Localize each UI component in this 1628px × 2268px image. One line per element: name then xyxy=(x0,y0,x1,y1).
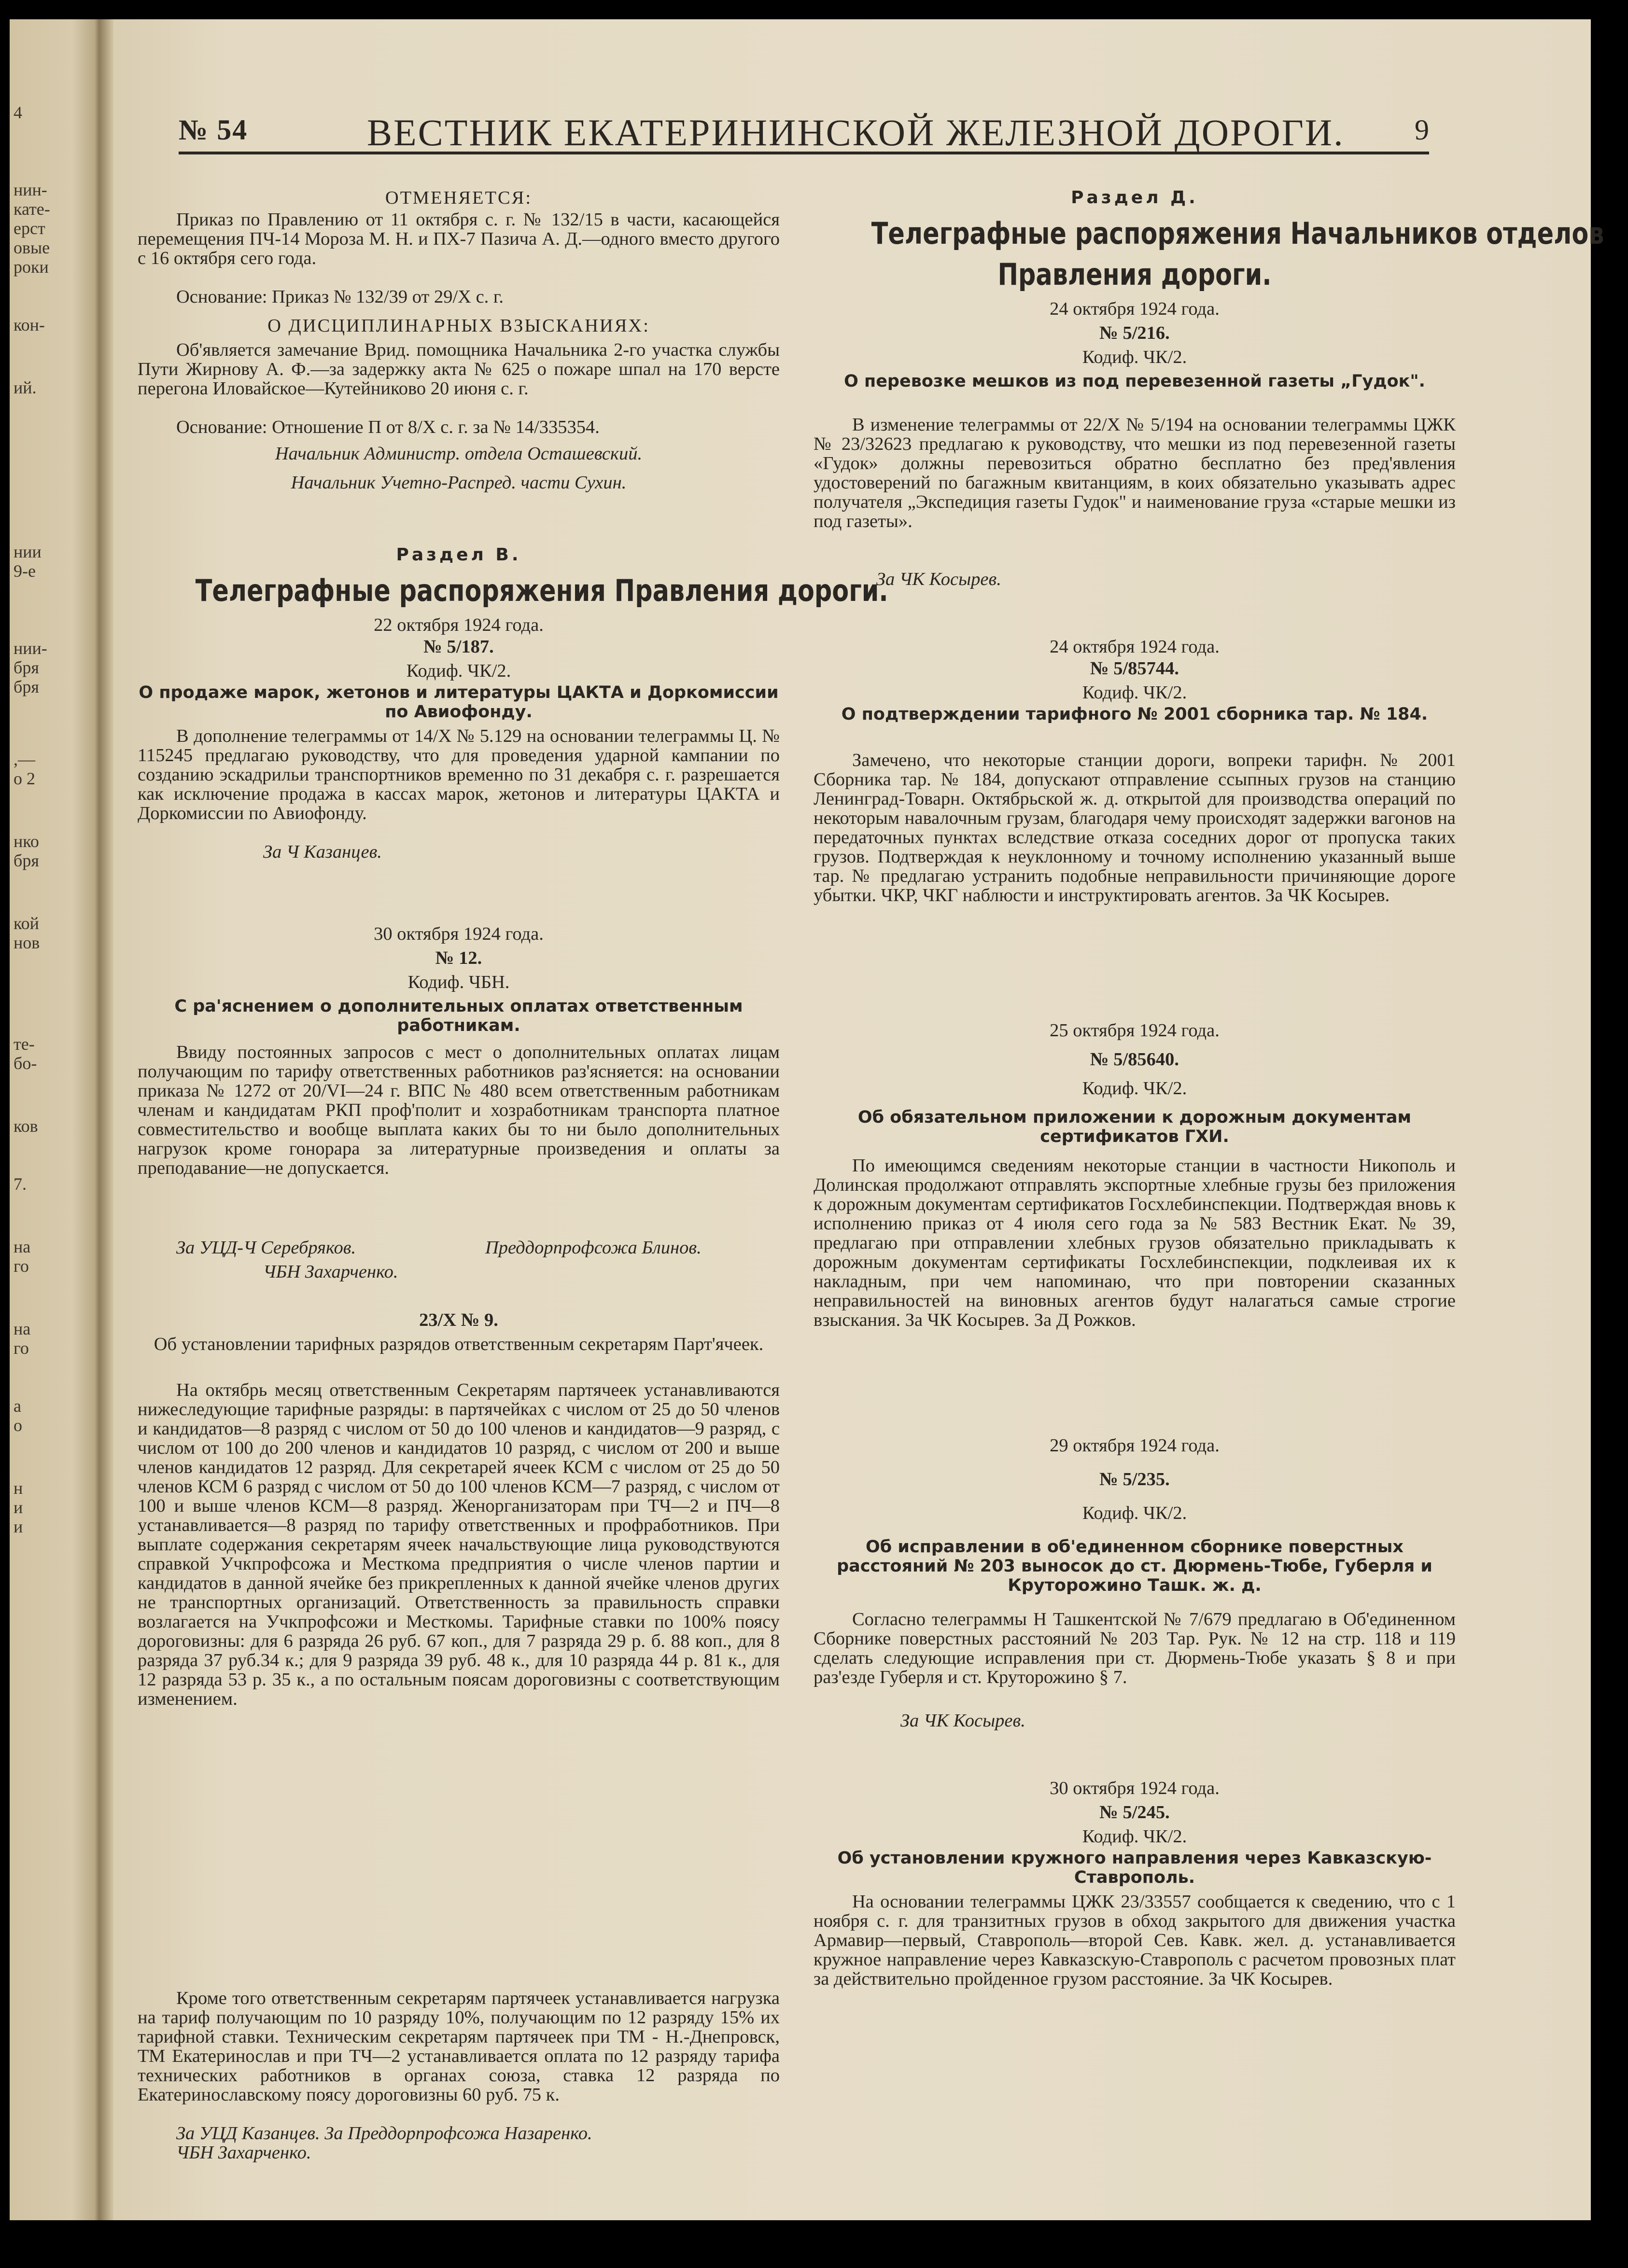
prev-page-fragment: бря xyxy=(14,658,39,677)
prev-page-fragment: 4 xyxy=(14,103,22,122)
prev-page-fragment: го xyxy=(14,1338,29,1358)
order-1-number: № 5/216. xyxy=(1099,323,1170,343)
page-header xyxy=(179,111,1429,154)
order-2-code: Кодиф. ЧК/2. xyxy=(1082,682,1187,703)
prev-page-fragment: овые xyxy=(14,238,50,257)
telegram-2-signature-3: ЧБН Захарченко. xyxy=(263,1262,398,1282)
prev-page-fragment: кой xyxy=(14,914,39,933)
order-1-date: 24 октября 1924 года. xyxy=(1050,299,1220,319)
prev-page-fragment: го xyxy=(14,1256,29,1276)
signature-accounting: Начальник Учетно-Распред. части Сухин. xyxy=(291,473,627,493)
order-2-heading: О подтверждении тарифного № 2001 сборника тар. № 184. xyxy=(841,705,1428,724)
prev-page-fragment: н xyxy=(14,1478,23,1498)
prev-page-fragment: нии xyxy=(14,542,42,561)
issue-number: № 54 xyxy=(179,114,248,146)
prev-page-fragment: ерст xyxy=(14,219,45,238)
telegram-3-text-2: Кроме того ответственным секретарям партячеек устанавливается нагрузка на тариф получающим по 10 разряду 10%, получающим по 12 разряду 15% их тарифной ставки. Техническим секретарям партячеек при ТМ - Н.-Днепровск, ТМ Екатеринослав и при ТЧ—2 устанавливается оплата по 12 разряду тарифа технических работников в органах союза, ставка 12 разряда по Екатеринославскому поясу дороговизны 60 руб. 75 к. xyxy=(138,1988,780,2105)
order-4-text: Согласно телеграммы Н Ташкентской № 7/679 предлагаю в Об'единенном Сборнике поверстных расстояний № 203 Тар. Рук. № 12 на стр. 118 и 119 сделать следующие исправления при ст. Дюрмень-Тюбе указать § 8 и при раз'езде Губерля и ст. Круторожино § 7. xyxy=(814,1609,1456,1687)
telegram-2-text: Ввиду постоянных запросов с мест о дополнительных оплатах лицам получающим по тарифу ответственных работников раз'ясняется: на основании приказа № 1272 от 20/VI—24 г. ВПС № 480 всем ответственным работникам членам и кандидатам РКП проф'полит и хозработникам транспорта платное совместительство и вообще выплата каких бы то ни было дополнительных нагрузок кроме гонорара за литературные произведения и оплаты за преподавание—не допускается. xyxy=(138,1042,780,1178)
prev-page-fragment: роки xyxy=(14,257,49,277)
signature-admin: Начальник Администр. отдела Осташевский. xyxy=(275,444,643,464)
telegram-2-code: Кодиф. ЧБН. xyxy=(407,972,510,992)
order-4-date: 29 октября 1924 года. xyxy=(1050,1435,1220,1456)
telegram-3-signature-2: ЧБН Захарченко. xyxy=(176,2143,311,2163)
telegram-1-signature: За Ч Казанцев. xyxy=(263,842,382,862)
prev-page-fragment: 7. xyxy=(14,1174,27,1194)
order-5-number: № 5/245. xyxy=(1099,1802,1170,1823)
prev-page-fragment: о 2 xyxy=(14,769,35,788)
order-1-signature: За ЧК Косырев. xyxy=(876,569,1001,589)
prev-page-fragment: нии- xyxy=(14,639,47,658)
telegram-3-heading: Об установлении тарифных разрядов ответственным секретарям Парт'ячеек. xyxy=(154,1334,764,1354)
order-3-code: Кодиф. ЧК/2. xyxy=(1082,1078,1187,1099)
prev-page-fragment: кате- xyxy=(14,199,50,219)
section-b-title: Телеграфные распоряжения Правления дороги. xyxy=(195,573,888,608)
section-d-label: Раздел Д. xyxy=(1071,188,1198,208)
page-number: 9 xyxy=(1415,114,1429,146)
telegram-3-text-1: На октябрь месяц ответственным Секретарям партячеек устанавливаются нижеследующие тарифные разряды: в партячейках с числом от 25 до 50 членов и кандидатов—8 разряд с числом от 50 до 100 членов и кандидатов—9 разряд, с числом от 100 до 200 членов и кандидатов 10 разряд, с числом от 200 и выше членов кандидатов 12 разряд. Для секретарей ячеек КСМ с числом от 25 до 50 членов КСМ 6 разряд с числом от 50 до 100 членов КСМ—7 разряд, с числом от 100 и выше членов КСМ—8 разряд. Женорганизаторам при ТЧ—2 и ПЧ—8 устанавливается—8 разряд по тарифу ответственных и профработников. При выплате содержания секретарям ячеек начальствующие лица руководствуются справкой Учкпрофсожа и Месткома предприятия о числе членов партии и кандидатов в данной ячейке без прикрепленных к данной ячейке членов других не транспортных организаций. Ответственность за правильность справки возлагается на Учкпрофсожи и Месткомы. Тарифные ставки по 100% поясу дороговизны: для 6 разряда 26 руб. 67 коп., для 7 разряда 29 р. б. 88 коп., для 8 разряда 37 руб.34 к.; для 9 разряда 39 руб. 48 к., для 10 разряда 44 р. 81 к., для 12 разряда 53 р. 35 к., а по остальным поясам дороговизны с соответствующим изменением. xyxy=(138,1380,780,1709)
order-1-code: Кодиф. ЧК/2. xyxy=(1082,347,1187,367)
order-4-heading: Об исправлении в об'единенном сборнике поверстных расстояний № 203 выносок до ст. Дюрмень-Тюбе, Губерля и Круторожино Ташк. ж. д. xyxy=(837,1537,1432,1595)
order-5-date: 30 октября 1924 года. xyxy=(1050,1778,1220,1798)
prev-page-fragment: а xyxy=(14,1396,21,1416)
prev-page-fragment: на xyxy=(14,1319,31,1338)
prev-page-fragment: бря xyxy=(14,851,39,870)
prev-page-fragment: нов xyxy=(14,933,40,952)
previous-page-strip xyxy=(10,19,99,2220)
prev-page-fragment: 9-е xyxy=(14,561,36,581)
telegram-3-number: 23/X № 9. xyxy=(419,1310,498,1330)
discipline-title: О ДИСЦИПЛИНАРНЫХ ВЗЫСКАНИЯХ: xyxy=(267,316,650,336)
order-4-number: № 5/235. xyxy=(1099,1469,1170,1489)
prev-page-fragment: нко xyxy=(14,832,39,851)
section-d-title-line-2: Правления дороги. xyxy=(997,257,1272,292)
order-2-number: № 5/85744. xyxy=(1090,658,1179,679)
order-5-code: Кодиф. ЧК/2. xyxy=(1082,1826,1187,1847)
order-3-heading: Об обязательном приложении к дорожным документам сертификатов ГХИ. xyxy=(857,1108,1412,1146)
prev-page-fragment: ий. xyxy=(14,378,37,397)
telegram-1-number: № 5/187. xyxy=(423,637,494,657)
prev-page-fragment: те- xyxy=(14,1034,35,1054)
telegram-2-signature-1: За УЦД-Ч Серебряков. xyxy=(176,1238,356,1258)
telegram-1-date: 22 октября 1924 года. xyxy=(374,615,544,635)
prev-page-fragment: ков xyxy=(14,1116,38,1136)
telegram-2-signature-2: Преддорпрофсожа Блинов. xyxy=(485,1238,702,1258)
prev-page-fragment: и xyxy=(14,1517,23,1536)
telegram-2-number: № 12. xyxy=(435,948,482,968)
order-2-date: 24 октября 1924 года. xyxy=(1050,637,1220,657)
order-1-text: В изменение телеграммы от 22/X № 5/194 на основании телеграммы ЦЖК № 23/32623 предлагаю к руководству, что мешки из под перевезенной газеты «Гудок» должны перевозиться обратно бесплатно без пред'явления удостоверений по багажным квитанциям, в коих обязательно указывать адрес получателя „Экспедиция газеты Гудок" и наименование груза «старые мешки из под газеты». xyxy=(814,415,1456,531)
section-d-title-line-1: Телеграфные распоряжения Начальников отделов xyxy=(871,216,1604,251)
cancel-basis: Основание: Приказ № 132/39 от 29/X с. г. xyxy=(176,287,504,307)
order-3-date: 25 октября 1924 года. xyxy=(1050,1020,1220,1041)
section-b-label: Раздел В. xyxy=(396,545,521,565)
prev-page-fragment: бо- xyxy=(14,1054,37,1073)
telegram-1-code: Кодиф. ЧК/2. xyxy=(406,661,511,681)
telegram-1-text: В дополнение телеграммы от 14/X № 5.129 на основании телеграммы Ц. № 115245 предлагаю руководству, что для проведения ударной кампании по созданию эскадрильи транспортников временно по 31 декабря с. г. разрешается как исключение продажа в кассах марок, жетонов и литературы ЦАКТА и Доркомиссии по Авиофонду. xyxy=(138,726,780,823)
telegram-2-heading: С ра'яснением о дополнительных оплатах ответственным работникам. xyxy=(174,997,743,1035)
newspaper-page xyxy=(10,19,1604,2220)
prev-page-fragment: кон- xyxy=(14,315,45,334)
order-5-text: На основании телеграммы ЦЖК 23/33557 сообщается к сведению, что с 1 ноября с. г. для транзитных грузов в обход закрытого для движения участка Армавир—первый, Ставрополь—второй Сев. Кавк. жел. д. устанавливается кружное направление через Кавказскую-Ставрополь с расчетом провозных плат за действительно пройденное грузом расстояние. За ЧК Косырев. xyxy=(814,1892,1456,1989)
discipline-text: Об'является замечание Врид. помощника Начальника 2-го участка службы Пути Жирнову А. Ф.—за задержку акта № 625 о пожаре шпал на 170 версте перегона Иловайское—Кутейниково 20 июня с. г. xyxy=(138,340,780,399)
telegram-2-date: 30 октября 1924 года. xyxy=(374,924,544,944)
publication-title: ВЕСТНИК ЕКАТЕРИНИНСКОЙ ЖЕЛЕЗНОЙ ДОРОГИ. xyxy=(367,111,1345,153)
order-3-text: По имеющимся сведениям некоторые станции в частности Никополь и Долинская продолжают отправлять экспортные хлебные грузы без приложения к дорожным документам сертификатов Госхлебинспекции. Подтверждая вновь к исполнению приказ от 4 июля сего года за № 583 Вестник Екат. № 39, предлагаю при отправлении хлебных грузов обязательно прикладывать к дорожным документам сертификаты Госхлебинспекции, подклеивая их к накладным, при чем напоминаю, что при повторении сказанных неправильностей на виновных агентов будут налагаться самые строгие взыскания. За ЧК Косырев. За Д Рожков. xyxy=(814,1155,1456,1330)
order-4-signature: За ЧК Косырев. xyxy=(900,1711,1025,1731)
prev-page-fragment: ,— xyxy=(14,750,35,769)
order-4-code: Кодиф. ЧК/2. xyxy=(1082,1503,1187,1523)
telegram-3-signature-1: За УЦД Казанцев. За Преддорпрофсожа Назаренко. xyxy=(176,2123,592,2143)
cancel-text: Приказ по Правлению от 11 октября с. г. № 132/15 в части, касающейся перемещения ПЧ-14 Мороза М. Н. и ПХ-7 Пазича А. Д.—одного вместо другого с 16 октября сего года. xyxy=(138,209,780,268)
prev-page-fragment: и xyxy=(14,1498,23,1517)
prev-page-fragment: нин- xyxy=(14,180,47,199)
cancel-title: ОТМЕНЯЕТСЯ: xyxy=(385,188,533,208)
telegram-1-heading: О продаже марок, жетонов и литературы ЦАКТА и Доркомиссии по Авиофонду. xyxy=(139,683,779,722)
order-1-heading: О перевозке мешков из под перевезенной газеты „Гудок". xyxy=(844,372,1425,391)
prev-page-fragment: на xyxy=(14,1237,31,1256)
order-2-text: Замечено, что некоторые станции дороги, вопреки тарифн. № 2001 Сборника тар. № 184, допускают отправление ссыпных грузов на станцию Ленинград-Товарн. Октябрьской ж. д. открытой для производства операций по некоторым навалочным грузам, благодаря чему происходят задержки вагонов на передаточных пунктах вследствие отказа соседних дорог от пропуска таких грузов. Подтверждая к неуклонному и точному исполнению указанный выше тар. № предлагаю устранить подобные неправильности причиняющие дороге убытки. ЧКР, ЧКГ наблюсти и инструктировать агентов. За ЧК Косырев. xyxy=(814,750,1456,905)
page-gutter xyxy=(99,19,113,2220)
order-5-heading: Об установлении кружного направления через Кавказскую-Ставрополь. xyxy=(837,1849,1432,1887)
order-3-number: № 5/85640. xyxy=(1090,1049,1179,1070)
prev-page-fragment: о xyxy=(14,1416,22,1435)
discipline-basis: Основание: Отношение П от 8/X с. г. за № 14/335354. xyxy=(176,417,600,437)
prev-page-fragment: бря xyxy=(14,677,39,696)
